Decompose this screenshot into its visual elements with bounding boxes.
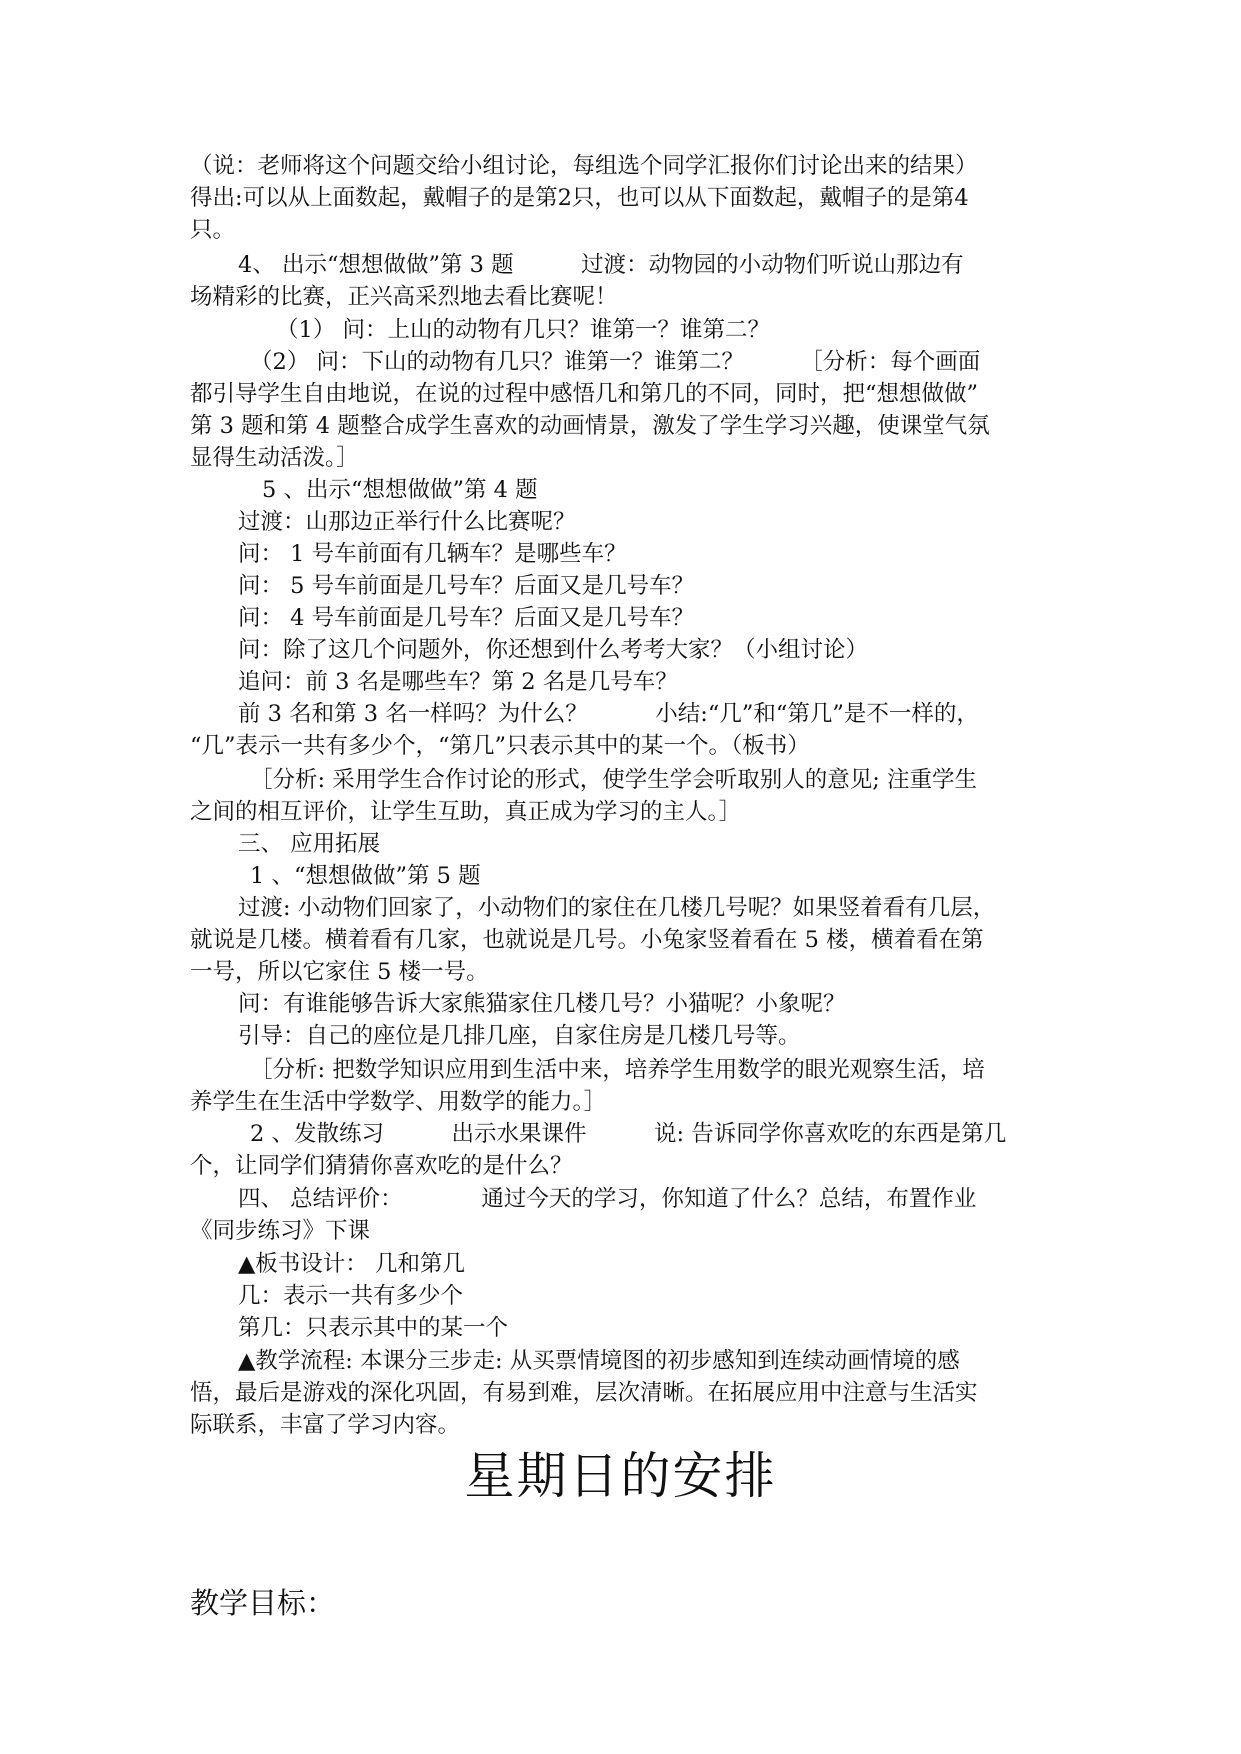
text-line: 几：表示一共有多少个 [238,1283,464,1309]
text-line: 都引导学生自由地说，在说的过程中感悟几和第几的不同，同时，把“想想做做” [190,381,979,407]
text-line: 三、 应用拓展 [238,831,381,857]
text-line: 第 3 题和第 4 题整合成学生喜欢的动画情景，激发了学生学习兴趣，使课堂气氛 [190,413,990,439]
text-line: 问： 4 号车前面是几号车？后面又是几号车？ [238,605,695,631]
section-title: 星期日的安排 [464,1447,777,1505]
text-line: 4、 出示“想想做做”第 3 题 过渡：动物园的小动物们听说山那边有 [238,252,964,278]
text-line: 养学生在生活中学数学、用数学的能力。］ [190,1089,607,1115]
text-line: “几”表示一共有多少个，“第几”只表示其中的某一个。（板书） [190,733,810,759]
text-line: 前 3 名和第 3 名一样吗？为什么？ 小结:“几”和“第几”是不一样的， [238,701,979,727]
text-line: 过渡: 小动物们回家了，小动物们的家住在几楼几号呢？如果竖着看有几层， [238,895,996,921]
section-subheading: 教学目标： [190,1586,336,1620]
text-line: 问： 5 号车前面是几号车？后面又是几号车？ [238,573,695,599]
text-line: 场精彩的比赛，正兴高采烈地去看比赛呢！ [190,284,618,310]
text-line: 追问：前 3 名是哪些车？第 2 名是几号车？ [238,669,678,695]
text-line: 过渡：山那边正举行什么比赛呢？ [238,509,576,535]
text-line: 问：有谁能够告诉大家熊猫家住几楼几号？小猫呢？小象呢？ [238,991,846,1017]
text-line: 问： 1 号车前面有几辆车？是哪些车？ [238,541,627,567]
text-line: 引导：自己的座位是几排几座，自家住房是几楼几号等。 [238,1023,801,1049]
text-line: （说：老师将这个问题交给小组讨论，每组选个同学汇报你们讨论出来的结果） [190,153,978,179]
text-line: 之间的相互评价，让学生互助，真正成为学习的主人。］ [190,799,742,825]
text-line: 问：除了这几个问题外，你还想到什么考考大家？（小组讨论） [238,637,869,663]
text-line: 2 、发散练习 出示水果课件 说: 告诉同学你喜欢吃的东西是第几 [250,1121,1007,1147]
text-line: 个，让同学们猜猜你喜欢吃的是什么？ [190,1153,573,1179]
text-line: （1） 问：上山的动物有几只？谁第一？谁第二？ [276,317,770,343]
text-line: 一号，所以它家住 5 楼一号。 [190,959,489,985]
text-line: （2） 问：下山的动物有几只？谁第一？谁第二？ ［分析：每个画面 [250,349,981,375]
text-line: 只。 [190,217,236,243]
text-line: ［分析: 把数学知识应用到生活中来，培养学生用数学的眼光观察生活，培 [250,1057,985,1083]
text-line: ▲教学流程: 本课分三步走: 从买票情境图的初步感知到连续动画情境的感 [238,1348,960,1374]
text-line: 得出:可以从上面数起，戴帽子的是第2只，也可以从下面数起，戴帽子的是第4 [190,185,969,211]
text-line: 际联系，丰富了学习内容。 [190,1412,461,1438]
text-line: 5 、出示“想想做做”第 4 题 [262,477,538,503]
text-line: 《同步练习》下课 [190,1218,371,1244]
text-line: 显得生动活泼。］ [190,445,359,471]
text-line: ▲板书设计： 几和第几 [238,1251,465,1277]
text-line: 1 、“想想做做”第 5 题 [250,863,481,889]
text-line: 四、 总结评价： 通过今天的学习，你知道了什么？总结，布置作业 [238,1186,977,1212]
text-line: 悟，最后是游戏的深化巩固，有易到难，层次清晰。在拓展应用中注意与生活实 [190,1380,978,1406]
text-line: ［分析: 采用学生合作讨论的形式，使学生学会听取别人的意见; 注重学生 [250,767,977,793]
text-line: 就说是几楼。横着看有几家，也就说是几号。小兔家竖着看在 5 楼，横着看在第 [190,927,984,953]
text-line: 第几：只表示其中的某一个 [238,1315,509,1341]
